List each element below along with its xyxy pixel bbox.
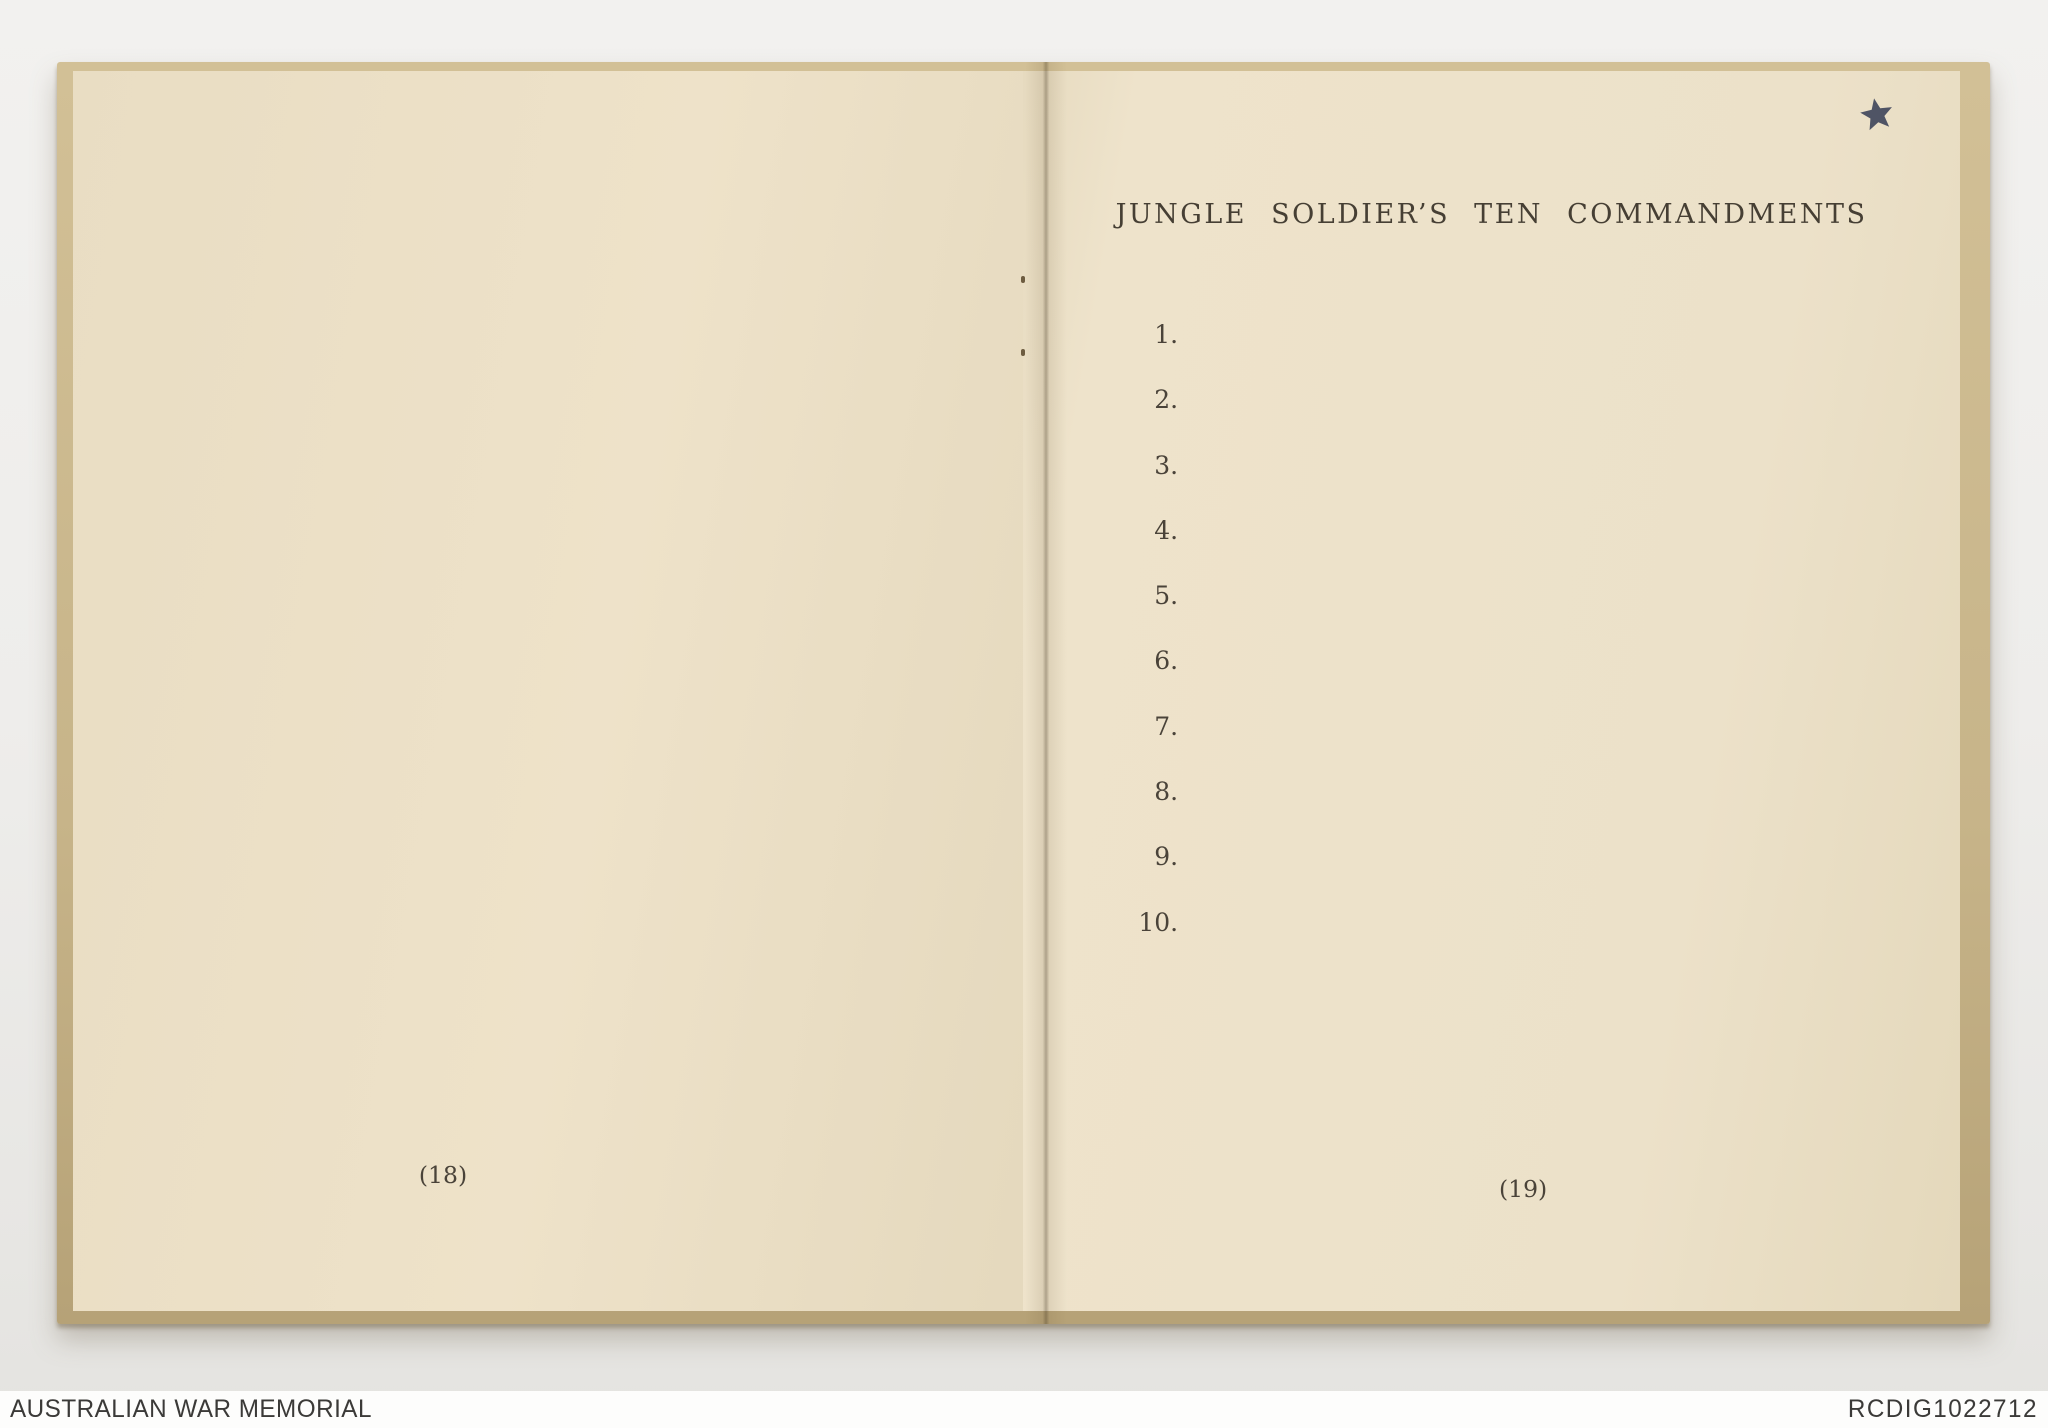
commandment-item [1093, 578, 1923, 615]
commandment-number: 6. [1154, 646, 1179, 676]
commandment-number: 5. [1154, 581, 1179, 611]
commandment-text [1191, 905, 1913, 942]
staple-dot [1021, 349, 1025, 356]
commandment-item [1093, 709, 1923, 746]
commandment-text [1191, 578, 1913, 615]
commandment-text [1191, 709, 1913, 746]
open-pages [73, 71, 1960, 1311]
star-icon [1856, 94, 1898, 136]
source-label: AUSTRALIAN WAR MEMORIAL [10, 1395, 372, 1423]
commandment-text [1191, 643, 1913, 680]
commandment-text [1191, 839, 1913, 876]
commandment-number: 3. [1154, 450, 1179, 480]
commandment-item [1093, 317, 1923, 354]
page-18 [73, 71, 1023, 1311]
commandment-text [1191, 382, 1913, 419]
record-id: RCDIG1022712 [1847, 1395, 2038, 1423]
commandment-text [1191, 448, 1913, 485]
booklet-spread [57, 62, 1990, 1324]
commandment-item [1093, 905, 1923, 942]
commandment-item [1093, 513, 1923, 550]
footer-bar [0, 1391, 2048, 1428]
section-title: JUNGLE SOLDIER’S TEN COMMANDMENTS [1115, 199, 1868, 230]
commandment-item [1093, 643, 1923, 680]
commandment-number: 4. [1154, 515, 1179, 545]
commandments-list [1093, 317, 1923, 970]
commandment-item [1093, 839, 1923, 876]
commandment-number: 8. [1154, 777, 1179, 807]
commandment-number: 1. [1154, 320, 1179, 349]
staple-dot [1021, 276, 1025, 283]
commandment-text [1191, 513, 1913, 550]
page-19 [1023, 71, 1960, 1311]
commandment-item [1093, 382, 1923, 419]
commandment-item [1093, 774, 1923, 811]
commandment-number: 7. [1154, 711, 1179, 741]
commandment-number: 9. [1154, 842, 1179, 872]
commandment-number: 10. [1138, 907, 1179, 937]
commandment-number: 2. [1154, 385, 1179, 415]
page-number-19: (19) [1498, 1175, 1548, 1203]
page-number-18: (18) [418, 1161, 468, 1189]
commandment-item [1093, 448, 1923, 485]
commandment-text [1191, 774, 1913, 811]
commandment-text [1191, 317, 1913, 354]
